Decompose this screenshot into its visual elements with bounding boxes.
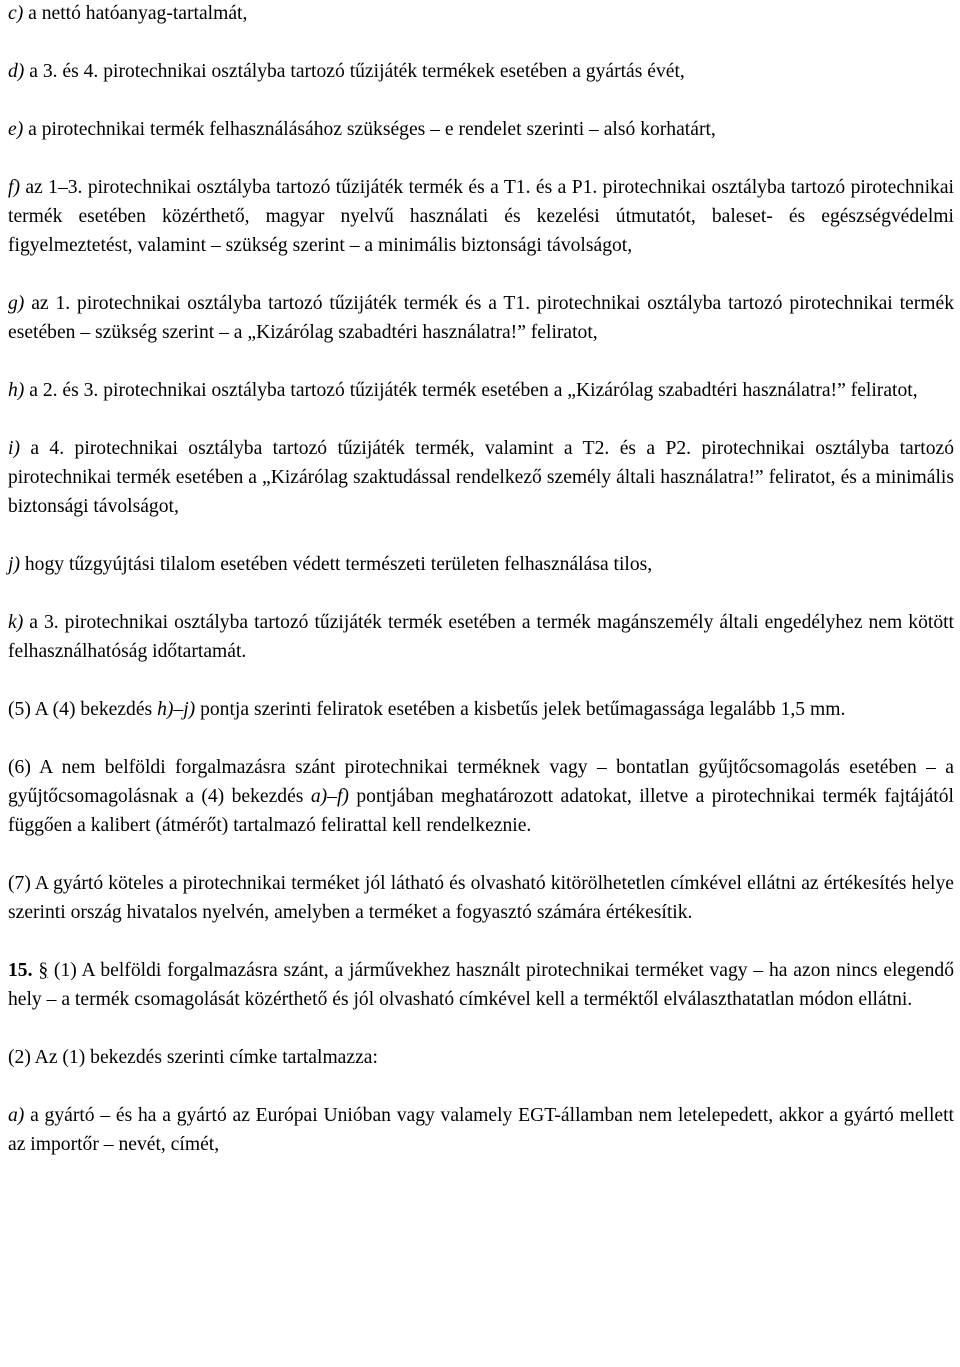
paragraph-gap (8, 840, 954, 869)
paragraph-gap (8, 347, 954, 376)
item-label: g) (8, 293, 25, 314)
item-label: j) (8, 554, 20, 575)
item-label: a) (8, 1105, 25, 1126)
section-text: (1) A belföldi forgalmazásra szánt, a járművekhez használt pirotechnikai terméket vagy – ha azon nincs elegendő hely – a termék csomagolását közérthető és jól olvasható címkével kell a terméktől elválaszthatatlan módon ellátni. (8, 960, 954, 1010)
paragraph-gap (8, 579, 954, 608)
item-i (8, 434, 954, 521)
item-g (8, 289, 954, 347)
item-f (8, 173, 954, 260)
item-text: a 3. és 4. pirotechnikai osztályba tartozó tűzijáték termékek esetében a gyártás évét, (24, 61, 685, 82)
paragraph-text: (7) A gyártó köteles a pirotechnikai terméket jól látható és olvasható kitörölhetetlen címkével ellátni az értékesítés helye szerinti ország hivatalos nyelvén, amelyben a terméket a fogyasztó számára értékesítik. (8, 873, 954, 923)
point-reference: h)–j) (157, 699, 196, 720)
item-h (8, 376, 954, 405)
paragraph-text: pontja szerinti feliratok esetében a kisbetűs jelek betűmagassága legalább 1,5 mm. (195, 699, 846, 720)
item-text: hogy tűzgyújtási tilalom esetében védett természeti területen felhasználása tilos, (19, 554, 653, 575)
section-number: 15. (8, 960, 33, 981)
paragraph-gap (8, 927, 954, 956)
item-label: i) (8, 438, 20, 459)
section-15-item-a (8, 1101, 954, 1159)
paragraph-gap (8, 666, 954, 695)
item-label: k) (8, 612, 24, 633)
document-page (8, 0, 954, 1159)
item-c (8, 0, 954, 28)
item-label: c) (8, 3, 24, 24)
item-j (8, 550, 954, 579)
paragraph-text: (6) A nem belföldi forgalmazásra szánt pirotechnikai terméknek vagy – bontatlan gyűjtőcsomagolás esetében – a gyűjtőcsomagolásnak a (4) bekezdés (8, 757, 954, 807)
paragraph-7 (8, 869, 954, 927)
item-text: az 1–3. pirotechnikai osztályba tartozó tűzijáték termék és a T1. és a P1. pirotechnikai osztályba tartozó pirotechnikai termék esetében közérthető, magyar nyelvű használati és kezelési útmutatót, baleset- és egészségvédelmi figyelmeztetést, valamint – szükség szerint – a minimális biztonsági távolságot, (8, 177, 954, 256)
item-text: a 2. és 3. pirotechnikai osztályba tartozó tűzijáték termék esetében a „Kizárólag szabadtéri használatra!” feliratot, (24, 380, 918, 401)
paragraph-5 (8, 695, 954, 724)
paragraph-gap (8, 1072, 954, 1101)
section-15 (8, 956, 954, 1014)
paragraph-text: (2) Az (1) bekezdés szerinti címke tartalmazza: (8, 1047, 378, 1068)
paragraph-6 (8, 753, 954, 840)
item-label: h) (8, 380, 25, 401)
paragraph-text: (5) A (4) bekezdés (8, 699, 158, 720)
item-label: d) (8, 61, 25, 82)
paragraph-gap (8, 521, 954, 550)
paragraph-gap (8, 28, 954, 57)
paragraph-gap (8, 1014, 954, 1043)
item-text: az 1. pirotechnikai osztályba tartozó tűzijáték termék és a T1. pirotechnikai osztályba tartozó pirotechnikai termék esetében – szükség szerint – a „Kizárólag szabadtéri használatra!” feliratot, (8, 293, 954, 343)
item-text: a 4. pirotechnikai osztályba tartozó tűzijáték termék, valamint a T2. és a P2. pirotechnikai osztályba tartozó pirotechnikai termék esetében a „Kizárólag szaktudással rendelkező személy általi használatra!” feliratot, és a minimális biztonsági távolságot, (8, 438, 954, 517)
item-label: e) (8, 119, 24, 140)
item-d (8, 57, 954, 86)
section-15-paragraph-2 (8, 1043, 954, 1072)
item-text: a 3. pirotechnikai osztályba tartozó tűzijáték termék esetében a termék magánszemély általi engedélyhez nem kötött felhasználhatóság időtartamát. (8, 612, 954, 662)
paragraph-text: pontjában meghatározott adatokat, illetve a pirotechnikai termék fajtájától függően a kalibert (átmérőt) tartalmazó felirattal kell rendelkeznie. (8, 786, 954, 836)
item-e (8, 115, 954, 144)
paragraph-gap (8, 86, 954, 115)
paragraph-gap (8, 260, 954, 289)
item-text: a gyártó – és ha a gyártó az Európai Unióban vagy valamely EGT-államban nem letelepedett, akkor a gyártó mellett az importőr – nevét, címét, (8, 1105, 954, 1155)
paragraph-gap (8, 144, 954, 173)
paragraph-gap (8, 724, 954, 753)
section-sign-link[interactable]: § (38, 960, 49, 981)
item-text: a nettó hatóanyag-tartalmát, (23, 3, 248, 24)
item-label: f) (8, 177, 20, 198)
item-text: a pirotechnikai termék felhasználásához szükséges – e rendelet szerinti – alsó korhatárt, (23, 119, 716, 140)
point-reference: a)–f) (310, 786, 349, 807)
item-k (8, 608, 954, 666)
paragraph-gap (8, 405, 954, 434)
